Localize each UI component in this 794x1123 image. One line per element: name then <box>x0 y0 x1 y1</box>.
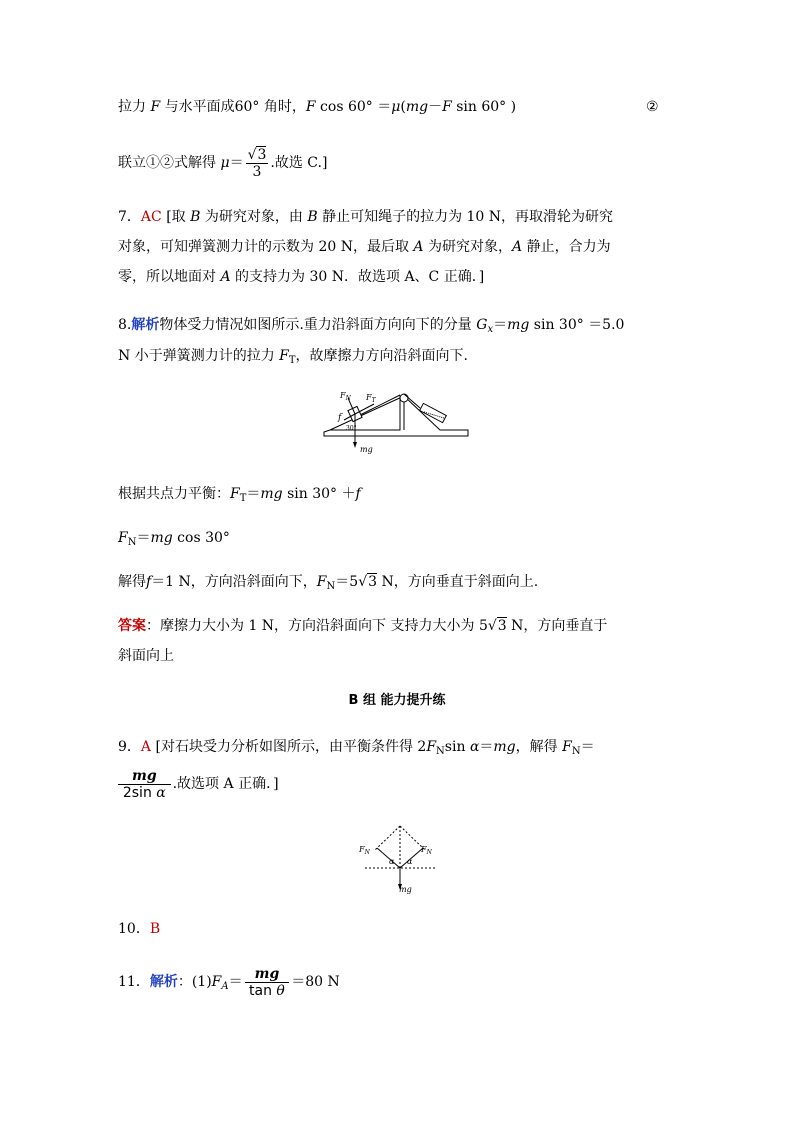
denominator: 2sin <box>122 784 157 801</box>
question-number: 8. <box>118 317 132 333</box>
q8-eq-2 <box>118 528 230 548</box>
answer-tag: 答案 <box>118 618 146 634</box>
text: 联立①②式解得 <box>118 155 221 171</box>
q8-eq-3 <box>118 572 538 592</box>
text: 零，所以地面对 <box>118 269 221 285</box>
text: ，故摩擦力方向沿斜面向下. <box>295 348 468 364</box>
text: sin 30° ＋ <box>282 486 356 502</box>
text: 静止，合力为 <box>522 239 611 255</box>
q9-line-1 <box>118 737 595 757</box>
equation-line-1 <box>118 97 516 117</box>
var-F: F <box>230 486 240 502</box>
text: N，方向垂直于 <box>506 618 608 634</box>
text: [取 <box>161 209 191 225</box>
text: cos 60° ＝ <box>315 99 392 115</box>
var-F: F <box>442 99 452 115</box>
sqrt-radicand: 3 <box>368 574 378 590</box>
subscript: T <box>288 355 296 366</box>
text: 静止可知绳子的拉力为 10 N，再取滑轮为研究 <box>317 209 614 225</box>
q10-line <box>118 919 160 939</box>
var-F: F <box>150 99 161 115</box>
fraction <box>118 768 171 801</box>
q9-line-2 <box>118 762 279 806</box>
q11-line <box>118 960 340 1004</box>
equation-number-2: ② <box>646 99 659 115</box>
text: 为研究对象， <box>423 239 512 255</box>
text: .故选项 A 正确．] <box>172 776 279 792</box>
var-A: A <box>512 239 523 255</box>
question-number: 10． <box>118 921 150 937</box>
stone-force-diagram <box>355 822 445 898</box>
var-mg: mg <box>260 486 283 502</box>
label-FN-left: $F_N$ <box>359 845 370 856</box>
sqrt-sign: √ <box>358 574 368 590</box>
label-mg: mg <box>360 445 373 454</box>
label-alpha-right: α <box>407 857 413 866</box>
denominator: 3 <box>252 163 262 180</box>
text: ＝5 <box>335 574 359 590</box>
var-F: F <box>279 348 289 364</box>
var-F: F <box>426 739 437 755</box>
label-FN: $F_N$ <box>340 391 351 402</box>
subscript: N <box>571 746 581 757</box>
subscript: A <box>221 981 229 992</box>
var-F: F <box>562 739 572 755</box>
text: ＝80 N <box>291 974 340 990</box>
text: ＝ <box>580 739 595 755</box>
label-angle: 30° <box>346 425 357 432</box>
answer-choice: A <box>140 739 152 755</box>
text: ＝ <box>246 486 261 502</box>
label-FN-right: $F_N$ <box>421 845 432 856</box>
subscript: N <box>127 537 137 548</box>
q7-line-3 <box>118 267 484 287</box>
var-alpha: α <box>156 784 166 801</box>
numerator: mg <box>254 965 280 982</box>
var-mu: μ <box>220 155 230 171</box>
var-theta: θ <box>276 982 285 999</box>
incline-force-diagram <box>320 384 472 456</box>
var-mu: μ <box>391 99 401 115</box>
q8-answer-line-1 <box>118 616 607 636</box>
subscript: N <box>436 746 445 757</box>
q8-line-2 <box>118 346 468 366</box>
var-B: B <box>307 209 318 225</box>
denominator: tan <box>249 982 277 999</box>
subscript: T <box>239 493 247 504</box>
text: [对石块受力分析如图所示，由平衡条件得 2 <box>151 739 427 755</box>
subscript: N <box>326 581 336 592</box>
var-mg: mg <box>507 317 530 333</box>
var-F: F <box>316 574 327 590</box>
q7-line-1 <box>118 207 613 227</box>
label-FT: $F_T$ <box>366 393 376 404</box>
sqrt-radicand: 3 <box>257 146 267 163</box>
analysis-tag: 解析 <box>149 974 178 990</box>
var-f: f <box>146 574 152 590</box>
q8-line-1 <box>118 315 624 335</box>
var-F: F <box>305 99 316 115</box>
var-A: A <box>220 269 231 285</box>
text: 解得 <box>118 574 146 590</box>
text: N 小于弹簧测力计的拉力 <box>118 348 280 364</box>
gravity-arrowhead <box>353 442 357 448</box>
numerator: mg <box>132 767 157 784</box>
sqrt-radicand: 3 <box>497 618 507 634</box>
label-mg: mg <box>399 885 412 894</box>
analysis-tag: 解析 <box>131 317 160 333</box>
text: ＝ <box>228 974 243 990</box>
pulley-wheel <box>400 394 408 402</box>
label-alpha-left: α <box>389 857 395 866</box>
text: ＝ <box>229 155 244 171</box>
text: .故选 C.] <box>270 155 328 171</box>
section-heading: B 组 能力提升练 <box>348 693 446 708</box>
text: － <box>428 99 443 115</box>
text: ( <box>400 99 406 115</box>
q8-eq-1 <box>118 484 361 504</box>
text: ＝1 N，方向沿斜面向下， <box>151 574 317 590</box>
question-number: 7． <box>118 209 141 225</box>
var-G: G <box>476 317 488 333</box>
var-alpha: α <box>469 739 480 755</box>
parallelogram-left <box>375 826 400 850</box>
text: 与水平面成60° 角时， <box>160 99 306 115</box>
fraction <box>245 966 290 999</box>
text: ＝ <box>479 739 494 755</box>
text: 根据共点力平衡： <box>118 486 230 502</box>
text: sin <box>444 739 470 755</box>
text: ：摩擦力大小为 1 N，方向沿斜面向下 支持力大小为 5 <box>146 618 488 634</box>
text: 为研究对象，由 <box>200 209 308 225</box>
text: N，方向垂直于斜面向上. <box>377 574 539 590</box>
label-f: f <box>338 413 342 423</box>
text: ，解得 <box>515 739 563 755</box>
var-mg: mg <box>493 739 516 755</box>
fraction <box>246 147 269 180</box>
text: 的支持力为 30 N．故选项 A、C 正确．] <box>230 269 485 285</box>
q7-line-2 <box>118 237 611 257</box>
text: 对象，可知弹簧测力计的示数为 20 N，最后取 <box>118 239 414 255</box>
var-mg: mg <box>405 99 429 115</box>
text: ＝ <box>136 530 151 546</box>
sqrt-sign: √ <box>487 618 497 634</box>
text: ：(1) <box>177 974 212 990</box>
var-B: B <box>190 209 201 225</box>
subscript: x <box>487 324 494 335</box>
text: cos 30° <box>172 530 230 546</box>
equation-line-2 <box>118 140 327 186</box>
answer-choice: AC <box>140 209 162 225</box>
question-number: 9． <box>118 739 141 755</box>
q8-answer-line-2: 斜面向上 <box>118 648 174 664</box>
var-F: F <box>211 974 222 990</box>
sqrt-sign: √ <box>247 146 257 163</box>
question-number: 11． <box>118 974 150 990</box>
text: 拉力 <box>118 99 151 115</box>
text: 物体受力情况如图所示.重力沿斜面方向向下的分量 <box>159 317 477 333</box>
text: ＝ <box>493 317 508 333</box>
var-f: f <box>355 486 361 502</box>
var-A: A <box>413 239 424 255</box>
var-mg: mg <box>150 530 173 546</box>
var-F: F <box>118 530 128 546</box>
text: sin 60° ) <box>451 99 517 115</box>
answer-choice: B <box>149 921 161 937</box>
text: sin 30° ＝5.0 <box>529 317 625 333</box>
